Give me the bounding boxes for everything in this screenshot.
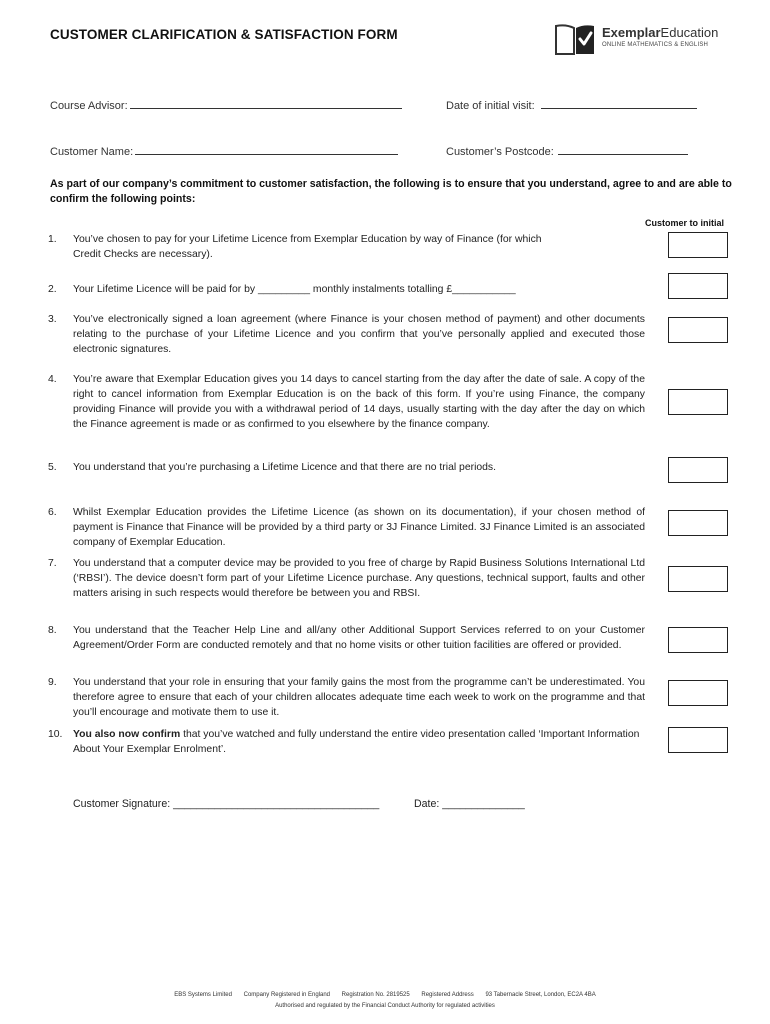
initial-box[interactable] [668,566,728,592]
initial-box[interactable] [668,680,728,706]
item-bold-text: You also now confirm [73,729,181,740]
customer-name-line[interactable] [135,143,398,155]
customer-initial-header: Customer to initial [645,218,725,228]
customer-postcode-label: Customer’s Postcode: [446,146,554,158]
exemplar-logo [554,22,744,56]
intro-statement: As part of our company’s commitment to customer satisfaction, the following is to ensure that you understand, agree to and are able to confirm the following points: [50,178,732,205]
item-text: Your Lifetime Licence will be paid for by _________ monthly instalments totalling £___________ [73,284,516,295]
item-text: You understand that you’re purchasing a Lifetime Licence and that there are no trial periods. [73,462,497,473]
item-number: 10. [48,729,63,740]
course-advisor-line[interactable] [130,97,402,109]
item-text: You’re aware that Exemplar Education gives you 14 days to cancel starting from the day after the date of sale. A copy of the right to cancel information from Exemplar Education is on the back of this form. If you’re using Finance, the company providing Finance will provide you with a withdrawal period of 14 days, usually starting with the day after the day on which the Finance agreement is made or as confirmed to you elsewhere by the finance company. [73,374,645,430]
customer-name-label: Customer Name: [50,146,134,158]
initial-box[interactable] [668,232,728,258]
signature-label: Customer Signature: [73,798,171,810]
item-text: You’ve electronically signed a loan agreement (where Finance is your chosen method of payment) and other documents relating to the purchase of your Lifetime Licence and you confirm that you’ve personally applied and executed those electronic signatures. [73,314,645,355]
form-title: CUSTOMER CLARIFICATION & SATISFACTION FORM [50,27,398,42]
date-label: Date: [414,798,440,810]
item-number: 2. [48,284,57,295]
initial-box[interactable] [668,457,728,483]
customer-postcode-field[interactable] [446,143,688,158]
item-number: 3. [48,314,57,325]
footer-address-label: Registered Address [421,992,474,998]
item-number: 4. [48,374,57,385]
course-advisor-field[interactable] [50,97,402,112]
customer-postcode-line[interactable] [558,143,688,155]
item-number: 5. [48,462,57,473]
signature-line[interactable]: ___________________________________ [173,798,380,810]
initial-box[interactable] [668,317,728,343]
footer-company: EBS Systems Limited [174,992,232,998]
book-check-icon [554,22,598,56]
item-number: 9. [48,677,57,688]
footer-registered: Company Registered in England [243,992,330,998]
initial-box[interactable] [668,389,728,415]
item-text: You understand that your role in ensuring that your family gains the most from the programme can’t be underestimated. You therefore agree to ensure that each of your children allocates adequate time each week to work on the programme and that you’ll encourage and motivate them to use it. [73,677,645,718]
footer-address: 93 Tabernacle Street, London, EC2A 4BA [485,992,596,998]
item-text: You’ve chosen to pay for your Lifetime Licence from Exemplar Education by way of Finance (for which Credit Checks are necessary). [73,234,542,260]
initial-box[interactable] [668,627,728,653]
item-text [73,727,645,757]
customer-name-field[interactable] [50,143,398,158]
course-advisor-label: Course Advisor: [50,100,128,112]
item-number: 8. [48,625,57,636]
date-initial-visit-field[interactable] [446,97,697,112]
item-number: 6. [48,507,57,518]
item-number: 7. [48,558,57,569]
footer-company-info [0,992,770,998]
footer-regulated: Authorised and regulated by the Financial Conduct Authority for regulated activities [275,1003,495,1009]
initial-box[interactable] [668,727,728,753]
initial-box[interactable] [668,273,728,299]
date-initial-visit-label: Date of initial visit: [446,100,535,112]
initial-box[interactable] [668,510,728,536]
customer-signature-field[interactable] [73,798,379,810]
footer-registration-no: Registration No. 2819525 [341,992,410,998]
date-initial-visit-line[interactable] [541,97,697,109]
item-text: Whilst Exemplar Education provides the Lifetime Licence (as shown on its documentation), if your chosen method of payment is Finance that Finance will be provided by a third party or 3J Finance Limited. 3J Finance Limited is an associated company of Exemplar Education. [73,507,645,548]
brand-tagline: ONLINE MATHEMATICS & ENGLISH [602,42,709,48]
item-rest-text: that you’ve watched and fully understand the entire video presentation called ‘Important Information About Your Exemplar Enrolment’. [73,729,640,755]
date-field[interactable] [414,798,525,810]
item-text: You understand that the Teacher Help Line and all/any other Additional Support Services referred to on your Customer Agreement/Order Form are conducted remotely and that no home visits or other tuition facilities are offered or provided. [73,625,645,651]
item-number: 1. [48,234,57,245]
brand-name: ExemplarEducation [602,25,719,40]
date-line[interactable]: ______________ [442,798,525,810]
item-text: You understand that a computer device may be provided to you free of charge by Rapid Business Solutions International Ltd (‘RBSI’). The device doesn’t form part of your Lifetime Licence purchase. Any questions, technical support, faults and other matters arising in such respects would therefore be between you and RBSI. [73,558,645,599]
